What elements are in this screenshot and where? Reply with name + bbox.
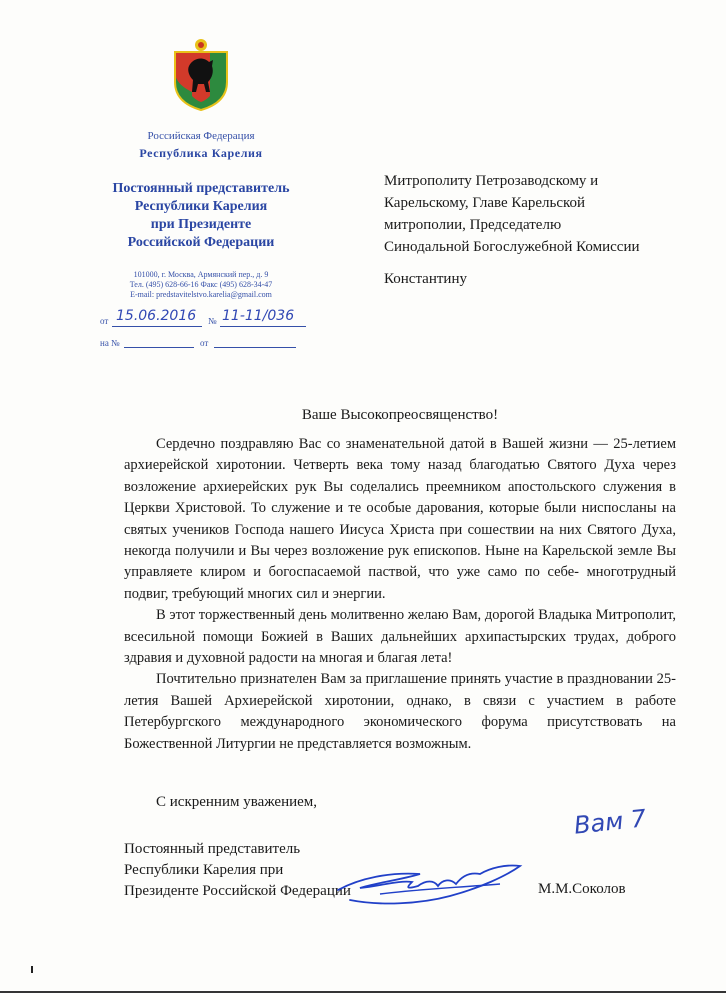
phone-fax-text: Тел. (495) 628-66-16 Факс (495) 628-34-47	[129, 280, 273, 289]
body-paragraph: Почтительно признателен Вам за приглашение принять участие в праздновании 25-летия Вашей Архиерейской хиротонии, однако, в связи с участием в работе Петербургского международного экономического форума присутствовать на Божественной Литургии не представляется возможным.	[124, 671, 676, 752]
republic-label: Республика Карелия	[139, 146, 263, 160]
handwritten-date: 15.06.2016	[116, 308, 197, 324]
signatory-name: М.М.Соколов	[538, 881, 626, 897]
addressee-line: митрополии, Председателю	[384, 217, 562, 233]
email-text: E-mail: predstavitelstvo.karelia@gmail.com	[130, 290, 272, 299]
federation-label: Российская Федерация	[147, 130, 255, 142]
number-prefix: №	[208, 316, 217, 326]
address-text: 101000, г. Москва, Армянский пер., д. 9	[133, 270, 269, 279]
signature-position	[124, 839, 351, 902]
office-title-line: Постоянный представитель	[112, 181, 290, 196]
closing-phrase: С искренним уважением,	[156, 794, 318, 810]
karelia-coat-of-arms-emblem	[171, 38, 231, 112]
salutation: Ваше Высокопреосвященство!	[301, 407, 499, 423]
office-title-line: Республики Карелия	[134, 199, 268, 214]
scan-edge-line	[0, 991, 726, 993]
reply-from-prefix: от	[200, 338, 209, 348]
addressee-line: Синодальной Богослужебной Комиссии	[384, 239, 640, 255]
addressee-block	[384, 170, 704, 290]
handwritten-number: 11-11/036	[222, 308, 295, 324]
signature-position-line: Постоянный представитель	[124, 841, 301, 857]
reply-prefix: на №	[100, 338, 120, 348]
date-prefix: от	[100, 316, 109, 326]
body-paragraph: В этот торжественный день молитвенно желаю Вам, дорогой Владыка Митрополит, всесильной помощи Божией в Ваших дальнейших архипастырских трудах, доброго здравия и духовной радости на многая и благая лета!	[124, 607, 676, 667]
scan-mark	[31, 966, 33, 973]
letter-body	[124, 434, 676, 755]
addressee-line: Карельскому, Главе Карельской	[384, 195, 586, 211]
office-title-line: при Президенте	[150, 217, 252, 232]
reply-ref-line	[100, 338, 310, 352]
body-paragraph: Сердечно поздравляю Вас со знаменательной датой в Вашей жизни — 25-летием архиерейской хиротонии. Четверть века тому назад благодатью Святого Духа через возложение архиерейских рук Вы соделались преемником апостольского служения в Церкви Христовой. То служение и те особые дарования, которые были ниспосланы на святых учеников Господа нашего Иисуса Христа при сошествии на них Святого Духа, некогда получили и Вы через возложение рук епископов. Ныне на Карельской земле Вы управляете клиром и богоспасаемой паствой, что уже само по себе- многотрудный подвиг, требующий многих сил и энергии.	[124, 436, 676, 602]
handwritten-signature	[330, 850, 530, 910]
office-title-line: Российской Федерации	[127, 235, 275, 250]
office-title	[81, 180, 321, 252]
signature-position-line: Президенте Российской Федерации	[124, 883, 351, 899]
outgoing-ref-line	[100, 310, 310, 328]
addressee-name: Константину	[384, 271, 467, 287]
addressee-line: Митрополиту Петрозаводскому и	[384, 173, 599, 189]
handwritten-note: Вам 7	[572, 804, 648, 840]
contact-block	[81, 270, 321, 300]
signature-position-line: Республики Карелия при	[124, 862, 284, 878]
